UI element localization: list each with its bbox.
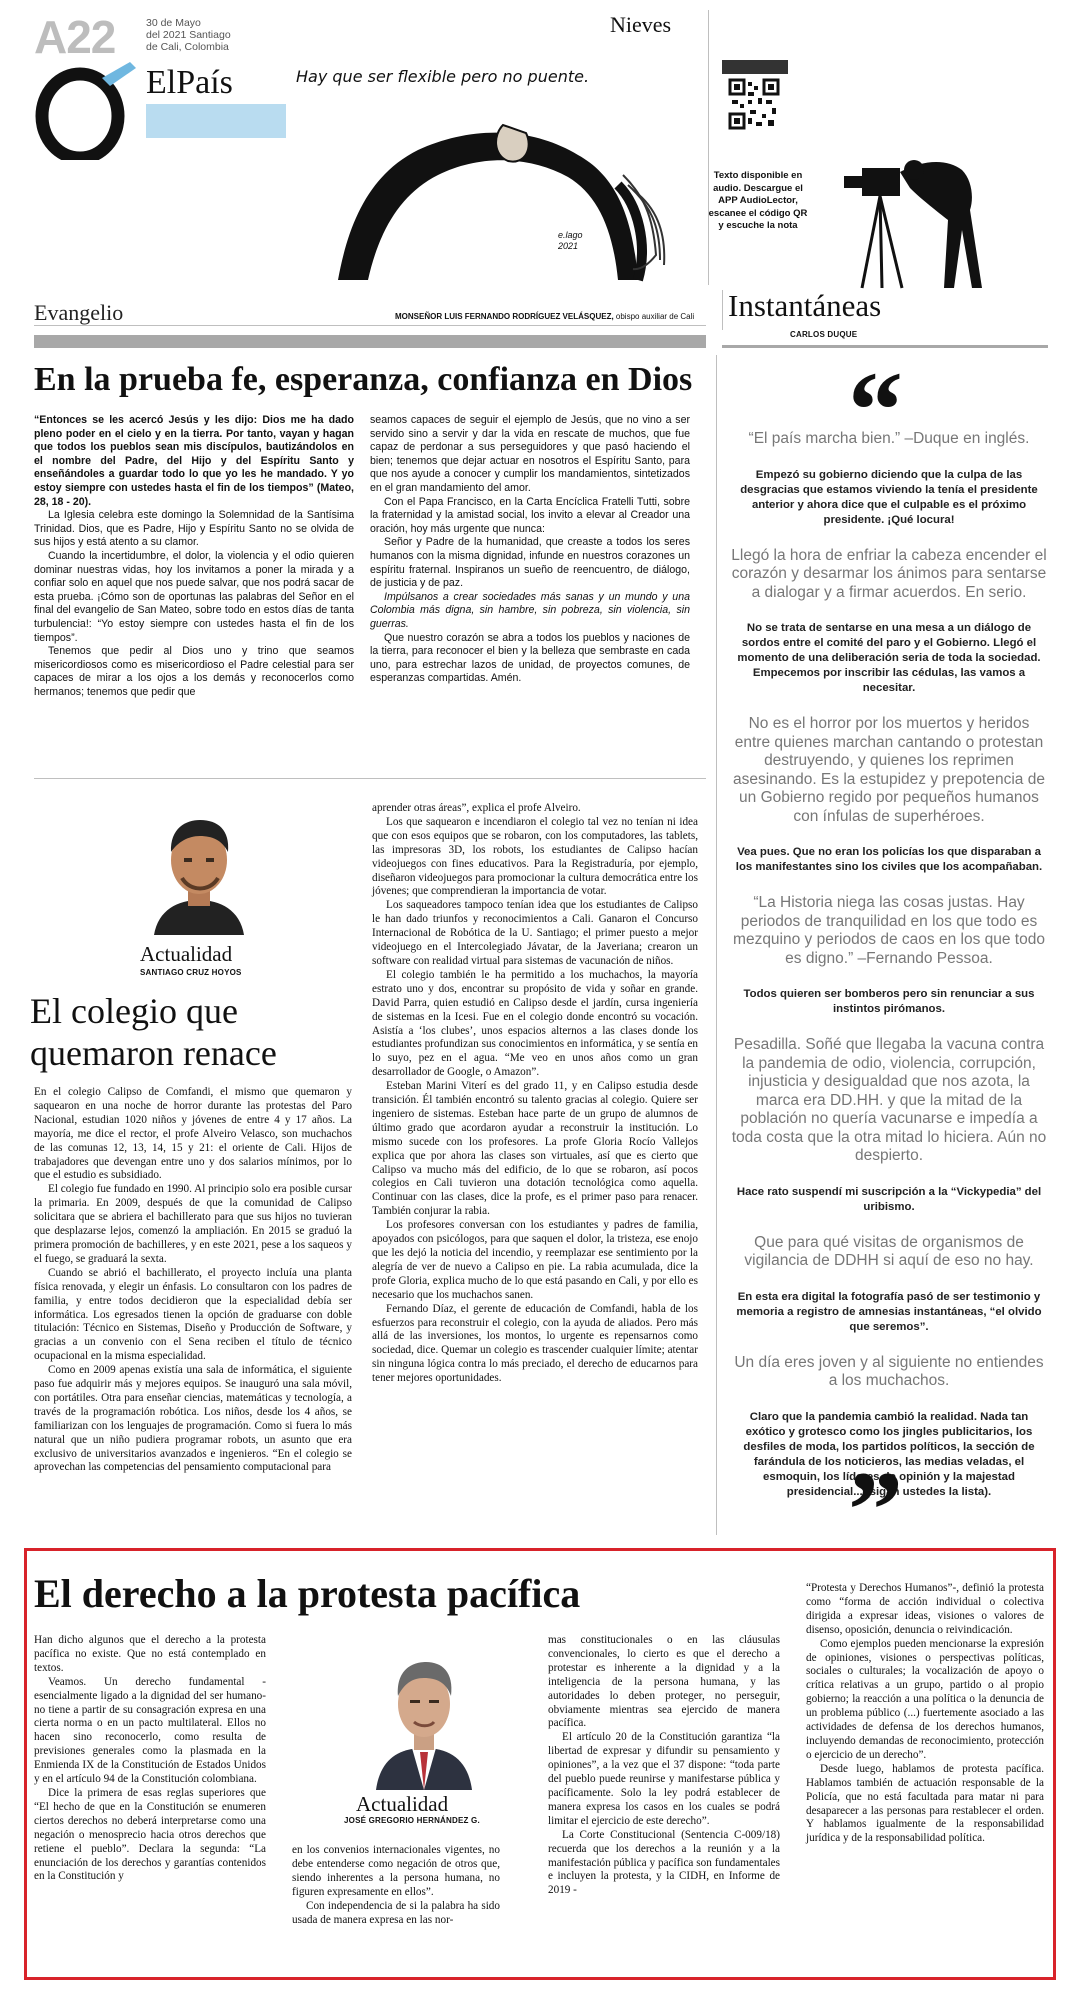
instantanea-item: Hace rato suspendí mi suscripción a la “Vickypedia” del uribismo.: [736, 1185, 1042, 1213]
opinion-o-icon: [32, 60, 142, 160]
colegio-paragraph: En el colegio Calipso de Comfandi, el mismo que quemaron y saquearon en una noche de horror durante las protestas del Paro Nacional, estudian 1020 niños y jóvenes de entre 4 y 17 años. La mayoría, me dice el rector, el profe Alveiro Velasco, son muchachos de las comunas 12, 13, 14, 15 y 21: el oriente de Cali. Hijos de trabajadores que devengan entre uno y dos salarios mínimos, por lo que el estudio es subsidiado.: [34, 1086, 352, 1182]
colegio-headline-line-1: El colegio que: [30, 991, 238, 1031]
instantaneas-list: [730, 430, 1048, 1519]
evangelio-paragraph: Con el Papa Francisco, en la Carta Encíclica Fratelli Tutti, sobre la fraternidad y la amistad social, los invito a elevar al Creador una oración, hoy más urgente que nunca:: [370, 495, 690, 535]
cartoon-caption: Hay que ser flexible pero no puente.: [296, 67, 590, 86]
colegio-author: SANTIAGO CRUZ HOYOS: [140, 968, 242, 977]
dateline: [146, 17, 286, 53]
evangelio-byline: [395, 312, 694, 321]
protesta-column-4: [806, 1582, 1044, 1846]
avatar: [148, 800, 250, 935]
instantanea-item: Claro que la pandemia cambió la realidad. Nada tan exótico y grotesco como los jingles publicitarios, los desfiles de moda, los partidos políticos, la sección de farándula de los noticieros, las medias veladas, el esmoquin, los líderes de opinión y la majestad presidencial... (sigan ustedes la lista).: [743, 1410, 1035, 1498]
instantanea-item: No se trata de sentarse en una mesa a un diálogo de sordos entre el comité del paro y el Gobierno. Llegó el momento de una deliberación seria de toda la sociedad. Empecemos por inscribir las cédulas, las vamos a necesitar.: [737, 622, 1041, 694]
colegio-paragraph: Los profesores conversan con los estudiantes y padres de familia, apoyados con psicólogos, para que saquen el dolor, la tristeza, ese enojo que les dejó la noticia del incendio, y reemplazar ese sentimiento por la alegría de ver de nuevo a Calipso en pie. La rabia acumulada, dice la profe Gloria, explica mucho de lo que está pasando en Cali, y por ello es necesario que los muchachos sanen.: [372, 1219, 698, 1301]
instantanea-item: Que para qué visitas de organismos de vigilancia de DDHH si aquí de eso no hay.: [744, 1233, 1034, 1269]
evangelio-headline: En la prueba fe, esperanza, confianza en Dios: [34, 361, 693, 398]
cartoon-signature-year: 2021: [558, 241, 579, 251]
protesta-paragraph: Con independencia de si la palabra ha sido usada de manera expresa en las nor-: [292, 1899, 500, 1926]
column-divider: [708, 10, 709, 285]
evangelio-paragraph: La Iglesia celebra este domingo la Solemnidad de la Santísima Trinidad. Dios, que es Padre, Hijo y Espíritu Santo no se olvida de sus hijos y está atento a su clamor.: [34, 509, 354, 549]
colegio-paragraph: aprender otras áreas”, explica el profe Alveiro.: [372, 802, 581, 814]
close-quote-icon: ”: [848, 1449, 903, 1571]
gray-band: [34, 335, 706, 348]
protesta-paragraph: Dice la primera de esas reglas superiores que “El hecho de que en la Constitución se enumeren ciertos derechos no deberá interpretarse como una negación o menosprecio hacia otros derechos que retiene el pueblo”. Declara la segunda: “La enunciación de los derechos y garantías contenidos en la Constitución y: [34, 1786, 266, 1883]
colegio-paragraph: Fernando Díaz, el gerente de educación de Comfandi, habla de los esfuerzos para reconstruir el colegio, con la ayuda de aliados. Pero más allá de las inversiones, los montos, lo urgente es repensarnos como sociedad, dice. Quemar un colegio es trascender cualquier límite; atentar sin ninguna lógica contra lo más preciado, el derecho de educarnos para tener mejores oportunidades.: [372, 1302, 698, 1385]
instantanea-item: Llegó la hora de enfriar la cabeza encender el corazón y desarmar los ánimos para sentarse a dialogar y a firmar acuerdos. En serio.: [731, 546, 1047, 601]
avatar: [372, 1640, 476, 1790]
article-divider: [34, 778, 706, 779]
protesta-paragraph: Han dicho algunos que el derecho a la protesta pacífica no existe. Que no está contemplado en textos.: [34, 1634, 266, 1674]
evangelio-paragraph: Impúlsanos a crear sociedades más sanas y un mundo y una Colombia más digna, sin hambre, sin pobreza, sin violencia, sin guerras.: [370, 590, 690, 630]
evangelio-column-2: [370, 414, 690, 686]
section-label-evangelio: Evangelio: [34, 300, 124, 325]
colegio-headline: [30, 990, 277, 1074]
colegio-paragraph: El colegio fue fundado en 1990. Al principio solo era posible cursar la primaria. En 2009, después de que la comunidad de Calipso solicitara que se abriera el bachillerato para que sus hijos no tuvieran que desplazarse lejos, comenzó la ampliación. En 2015 se graduó la primera promoción de bachilleres, y en este 2021, pese a los saqueos y el fuego, se graduará la sexta.: [34, 1183, 352, 1265]
protesta-paragraph: Desde luego, hablamos de protesta pacífica. Hablamos también de actuación responsable de la Policía, que no está facultada para matar ni para desaparecer a las personas para restablecer el orden. Y hablamos igualmente de la responsabilidad jurídica y de la responsabilidad política.: [806, 1762, 1044, 1845]
bridge-figure-illustration: [288, 55, 708, 285]
author-photo-santiago: [148, 800, 250, 935]
section-label-actualidad-2: Actualidad: [356, 1792, 449, 1816]
instantanea-item: “La Historia niega las cosas justas. Hay periodos de tranquilidad en los que todo es mezquino y periodos de caos en los que todo es digno.” –Fernando Pessoa.: [733, 894, 1045, 967]
section-logo: [32, 60, 142, 160]
protesta-paragraph: El artículo 20 de la Constitución garantiza “la libertad de expresar y difundir su pensamiento y opiniones”, a la vez que el 37 dispone: “toda parte del pueblo puede reunirse y manifestarse pública y pacíficamente. Solo la ley podrá establecer de manera expresa los casos en los cuales se podrá limitar el ejercicio de este derecho”.: [548, 1731, 780, 1827]
instant-left-rule: [722, 290, 723, 330]
header-rule: [34, 325, 706, 326]
colegio-column-2: [372, 802, 698, 1386]
protesta-column-1-top: [34, 1634, 266, 1884]
protesta-paragraph: en los convenios internacionales vigentes, no debe entenderse como negación de otros que, siendo inherentes a la persona humana, no figuren expresamente en ellos”.: [292, 1844, 500, 1898]
instantanea-item: Todos quieren ser bomberos pero sin renunciar a sus instintos pirómanos.: [743, 988, 1035, 1015]
evangelio-column-1: [34, 414, 354, 699]
cartoonist-tag: Nieves: [610, 12, 672, 37]
instantaneas-author: CARLOS DUQUE: [790, 330, 858, 339]
open-quote-icon: “: [848, 349, 903, 471]
protesta-paragraph: “Protesta y Derechos Humanos”-, definió la protesta como “forma de acción individual o colectiva dirigida a expresar ideas, visiones o valores de disenso, oposición, denuncia o reivindicación.: [806, 1582, 1044, 1636]
evangelio-paragraph: Señor y Padre de la humanidad, que creaste a todos los seres humanos con la misma dignidad, infunde en nuestros corazones un espíritu fraternal. Inspiranos un sueño de reencuentro, de diálogo, de justicia y de paz.: [370, 536, 690, 590]
instantanea-item: Un día eres joven y al siguiente no entiendes a los muchachos.: [734, 1353, 1044, 1389]
colegio-headline-line-2: quemaron renace: [30, 1033, 277, 1073]
evangelio-paragraph: Cuando la incertidumbre, el dolor, la violencia y el odio quieren dominar nuestras vidas, hoy los invitamos a poner la mirada y a confiar solo en aquel que nos puede salvar, que nos podrá sacar de esta prueba. ¡Cómo son de oportunas las palabras del Señor en el final del evangelio de San Mateo, sobre todo en estos días de tanta turbulencia!: “Yo estoy siempre con ustedes hasta el fin de los tiempos”.: [34, 549, 354, 644]
instantanea-item: Vea pues. Que no eran los policías los que disparaban a los manifestantes sino los civiles que los acompañaban.: [735, 846, 1043, 873]
protesta-column-2: [292, 1844, 500, 1927]
photographer-illustration: [822, 150, 1052, 290]
colegio-column-1: [34, 1086, 352, 1475]
colegio-paragraph: Esteban Marini Viterí es del grado 11, y en Calipso estudia desde transición. Él también encontró su talento gracias al colegio. Quiere ser ingeniero de sistemas. Esteban hace parte de un grupo de alumnos de último grado que acordaron ayudar a reconstruir la institución. Lo mismo sucede con los profesores. La profe Gloria Rocío Vallejos explica que por ahora las clases son virtuales, así que es cierto que Calipso va mucho más del edificio, de lo que se robaron, así pocos colegios en Cali tuvieron una dotación tecnológica como aquella. Continuar con las clases, dice la profe, es el primer paso para renacer. También conjurar la rabia.: [372, 1080, 698, 1218]
colegio-paragraph: Los que saquearon e incendiaron el colegio tal vez no tenían ni idea que con esos equipos que se robaron, con los computadores, las tablets, las impresoras 3D, los robots, los estudiantes de Calipso hacían videojuegos con fines educativos. Para la Registraduría, por ejemplo, diseñaron videojuegos para promocionar la cultura democrática entre los jóvenes; que comprendieran la importancia de votar.: [372, 815, 698, 898]
evangelio-author-name: MONSEÑOR LUIS FERNANDO RODRÍGUEZ VELÁSQUEZ,: [395, 312, 614, 321]
protesta-paragraph: Veamos. Un derecho fundamental -esencialmente ligado a la dignidad del ser humano- no tiene a partir de su consagración expresa en una cierta norma o en un pacto multilateral. Ellos no hacen sino reconocerlo, como resulta de previsiones generales como la plasmada en la Enmienda IX de la Constitución de Estados Unidos y en el artículo 94 de la Constitución colombiana.: [34, 1675, 266, 1786]
instant-column-divider: [716, 355, 717, 1535]
qr-bar: [722, 60, 788, 74]
protesta-paragraph: mas constitucionales o en las cláusulas convencionales, lo cierto es que el derecho a protestar es inherente a la dignidad y a la inteligencia de la persona humana, y las autoridades lo deben proteger, no perseguir, obviamente mientras sea ejercido de manera pacífica.: [548, 1634, 780, 1730]
dateline-line-1: 30 de Mayo: [146, 17, 201, 29]
instant-rule: [722, 345, 1048, 348]
author-photo-hernandez: [372, 1640, 476, 1790]
protesta-column-3: [548, 1634, 780, 1898]
page-number: A22: [34, 11, 116, 63]
dateline-line-3: de Cali, Colombia: [146, 41, 229, 53]
instantanea-item: Pesadilla. Soñé que llegaba la vacuna contra la pandemia de odio, violencia, corrupción, injusticia y desigualdad que nos azota, la marca era DD.HH. y que la mitad de la población no quería vacunarse e impedía a toda costa que la otra mitad lo hiciera. Aún no despierto.: [731, 1036, 1047, 1164]
editorial-cartoon: [288, 55, 708, 285]
protesta-author: JOSÉ GREGORIO HERNÁNDEZ G.: [344, 1816, 480, 1825]
evangelio-scripture-quote: “Entonces se les acercó Jesús y les dijo: Dios me ha dado pleno poder en el cielo y en la tierra. Por tanto, vayan y hagan que todos los pueblos sean mis discípulos, bautizándolos en el nombre del Padre, del Hijo y del Espíritu Santo y enseñándoles a guardar todo lo que yo les he mandado. Y yo estoy siempre con ustedes hasta el fin de los tiempos” (Mateo, 28, 18 - 20).: [34, 414, 354, 508]
colegio-paragraph: Como en 2009 apenas existía una sala de informática, el siguiente paso fue adquirir más y mejores equipos. Se inauguró una sala móvil, con portátiles. Otra para enseñar ciencias, matemáticas y tecnología, a través de la programación robótica. Los niños, desde los 4 años, se familiarizan con los lenguajes de programación. Como si fuera lo más natural que un niño pudiera programar robots, un asunto que era exclusivo de universitarios avanzados e ingenieros. “En el colegio se aprovechan las competencias del pensamiento computacional para: [34, 1364, 352, 1474]
evangelio-paragraph: Que nuestro corazón se abra a todos los pueblos y naciones de la tierra, para reconocer el bien y la belleza que sembraste en cada uno, para estrechar lazos de unidad, de proyectos comunes, de esperanzas compartidas. Amén.: [370, 631, 690, 685]
qr-instructions: Texto disponible en audio. Descargue el APP AudioLector, escanee el código QR y escuche la nota: [708, 170, 808, 231]
section-label-actualidad: Actualidad: [140, 942, 233, 966]
dateline-line-2: del 2021 Santiago: [146, 29, 231, 41]
qr-code-icon[interactable]: [728, 78, 780, 130]
instantanea-item: Empezó su gobierno diciendo que la culpa de las desgracias que estamos viviendo la tenía el presidente anterior y ahora dice que el culpable es el próximo presidente. ¡Qué locura!: [740, 468, 1038, 526]
colegio-paragraph: Los saqueadores tampoco tenían idea que los estudiantes de Calipso le han dado triunfos y reconocimientos a Cali. Ganaron el Concurso Internacional de Robótica de la U. Santiago; el primer puesto a mejor videojuego en el Intercolegiado Jávatar, de la Javeriana; crearon un software con realidad virtual para sistemas de vacunación de niños.: [372, 899, 698, 967]
colegio-paragraph: Cuando se abrió el bachillerato, el proyecto incluía una planta física renovada, y elegir un énfasis. Lo consultaron con los padres de familia, y entre todos decidieron que la especialidad debía ser informática. Los egresados tienen la opción de graduarse con doble titulación: Técnico en Sistemas, Diseño y Producción de Software, y gracias a un convenio con el Sena reciben el título de técnico ocupacional en la misma especialidad.: [34, 1266, 352, 1363]
cartoon-signature-name: e.lago: [558, 230, 583, 240]
instantanea-item: No es el horror por los muertos y heridos entre quienes marchan cantando o protestan destruyendo, y quienes los reprimen asesinando. Es la estupidez y prepotencia de un Gobierno regido por pequeños humanos con ínfulas de superhéroes.: [733, 715, 1045, 825]
camera-tripod-icon: [822, 150, 1052, 290]
instantanea-item: “El país marcha bien.” –Duque en inglés.: [748, 430, 1030, 447]
evangelio-author-role: obispo auxiliar de Cali: [613, 312, 695, 321]
instantanea-item: En esta era digital la fotografía pasó de ser testimonio y memoria a registro de amnesias instantáneas, “el olvido que seremos”.: [736, 1290, 1042, 1333]
evangelio-paragraph: Tenemos que pedir al Dios uno y trino que seamos misericordiosos como es misericordioso el Padre celestial para ser capaces de mirar a los ojos a los demás y reconocerlos como hermanos; tenemos que pedir que: [34, 645, 354, 698]
protesta-headline: El derecho a la protesta pacífica: [34, 1571, 581, 1616]
brand-blue-bar: [146, 104, 286, 138]
section-label-instantaneas: Instantáneas: [728, 288, 882, 323]
cartoon-signature: [558, 230, 583, 252]
brand-name: ElPaís: [146, 64, 233, 101]
evangelio-paragraph: seamos capaces de seguir el ejemplo de Jesús, que no vino a ser servido sino a servir y dar la vida en rescate de muchos, que fue capaz de perdonar a sus perseguidores y que pasó haciendo el bien; tenemos que dejar actuar en nosotros el Espíritu Santo, para que nos ayude a conocer y cumplir los mandamientos, sintetizados en el gran mandamiento del amor.: [370, 414, 690, 494]
protesta-paragraph: La Corte Constitucional (Sentencia C-009/18) recuerda que los derechos a la reunión y a la manifestación pública y pacífica son fundamentales e incluyen la protesta, y la CIDH, en Informe de 2019 -: [548, 1828, 780, 1897]
protesta-paragraph: Como ejemplos pueden mencionarse la expresión de opiniones, visiones o perspectivas políticas, sociales o culturales; la vocalización de apoyo o crítica relativas a un grupo, partido o al propio gobierno; la reacción a una política o la denuncia de un problema público (...) fuertemente asociado a las actividades de defensa de los derechos humanos, incluyendo demandas de reconocimiento, protección o ejercicio de un derecho”.: [806, 1637, 1044, 1761]
colegio-paragraph: El colegio también le ha permitido a los muchachos, la mayoría estrato uno y dos, encontrar su propósito de vida y soñar en grande. David Parra, quien estudió en Calipso desde el jardín, cursa ingeniería de sistemas en la Icesi. Fue en el colegio donde encontró su vocación. Asistía a ‘los clubes’, unos espacios alternos a las clases donde los estudiantes profundizan sus conocimientos en informática, y se sentía en lo suyo, pez en el agua. “Me veo en unos años como un gran desarrollador de Google, o Amazon”.: [372, 968, 698, 1079]
